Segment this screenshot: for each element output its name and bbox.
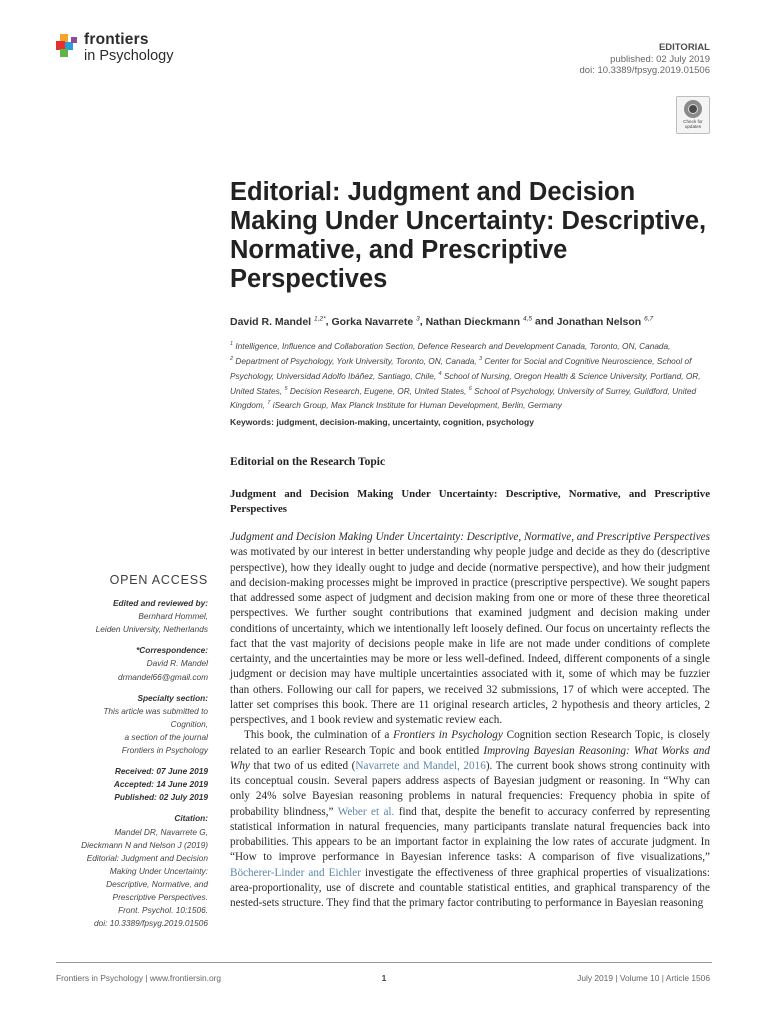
article-info-sidebar [60, 574, 208, 938]
author[interactable]: Nathan Dieckmann $^{4,5}$ [425, 315, 533, 328]
published-date-sidebar: Published: 02 July 2019 [114, 792, 208, 803]
text-run: ). The current book shows strong continuity with its conceptual cousin. Several papers address aspects of Bayesian judgment or reasoning. In “Why can only 24% solve Bayesian reasoning problems in natural frequencies: Frequency phobia in spite of probability blindness,” [230, 759, 711, 818]
citation-link[interactable]: Navarrete and Mandel, 2016 [355, 759, 486, 772]
citation-line: Prescriptive Perspectives. [112, 891, 208, 902]
italic-run: Improving Bayesian Reasoning: What Works and Why [230, 744, 710, 772]
text-run: was motivated by our interest in better understanding why people judge and decide as they do (descriptive perspective), how they ideally ought to judge and decide (normative perspective), and how their judgment and decision-making processes might be improved in practice (prescriptive perspective). We sought papers that addressed some aspect of judgment and decision making from one or more of these three theoretical perspectives. We further sought contributions that examined judgment and decision making under conditions of uncertainty, which we intentionally left loosely defined. Our focus on uncertainty reflects the fact that the vast majority of decisions people make in life are not made under conditions of complete certainty, and the uncertainties may be more or less well-defined. Indeed, different components of a single judgment or decision may have multiple uncertainties associated with it, some of which may be fuzzier than others. Following our call for papers, we received 32 submissions, 17 of which were accepted. The latter set comprises this book. There are 11 original research articles, 2 hypothesis and theory articles, 2 perspectives, and 1 book review and systematic review each. [230, 546, 710, 726]
affiliations: $^1$ Intelligence, Influence and Collaboration Section, Defence Research and Development Canada, Toronto, ON, Canada, $^2$ Department of Psychology, York University, Toronto, ON, Canada, $^3$ Center for Social and Cognitive Neuroscience, School of Psychology, Universidad Adolfo Ibáñez, Santiago, Chile, $^4$ School of Nursing, Oregon Health & Science University, Portland, OR, United States, $^5$ Decision Research, Eugene, OR, United States, $^6$ School of Psychology, University of Surrey, Guildford, United Kingdom, $^7$ iSearch Group, Max Planck Institute for Human Development, Berlin, Germany [230, 340, 701, 411]
editor-affiliation: Leiden University, Netherlands [95, 624, 208, 635]
author-list: David R. Mandel $^{1,2*}$, Gorka Navarrete $^3$, Nathan Dieckmann $^{4,5}$ and Jonathan Nelson $^{6,7}$ [230, 315, 654, 328]
specialty-line: This article was submitted to [103, 705, 208, 716]
published-date: published: 02 July 2019 [610, 53, 710, 65]
correspondence-label: *Correspondence: [136, 645, 208, 656]
frontiers-logo-icon [56, 34, 80, 58]
citation-line: Front. Psychol. 10:1506. [118, 905, 208, 916]
body-paragraph [230, 728, 710, 911]
citation-line: Mandel DR, Navarrete G, [114, 826, 208, 837]
text-run: This book, the culmination of a [244, 729, 394, 742]
citation-line: Editorial: Judgment and Decision [86, 852, 208, 863]
edited-by-label: Edited and reviewed by: [113, 598, 208, 609]
article-body [230, 530, 710, 911]
citation-label: Citation: [174, 813, 208, 824]
logo-line-frontiers: frontiers [84, 31, 149, 48]
italic-run: Frontiers in Psychology [393, 729, 503, 742]
received-date: Received: 07 June 2019 [114, 766, 208, 777]
text-run: find that, despite the benefit to accuracy conferred by representing statistical information in natural frequencies, many participants translate natural frequencies back into probabilities. This appears to be an important factor in explaining the low rates of accurate judgment. In “How to improve performance in Bayesian inference tasks: A comparison of five visualizations,” [230, 805, 711, 864]
author[interactable]: Jonathan Nelson $^{6,7}$ [556, 315, 654, 328]
check-for-updates-button[interactable] [676, 96, 710, 134]
keywords: Keywords: judgment, decision-making, uncertainty, cognition, psychology [230, 417, 534, 427]
author[interactable]: Gorka Navarrete $^3$ [331, 315, 420, 328]
accepted-date: Accepted: 14 June 2019 [113, 779, 208, 790]
editor-name: Bernhard Hommel, [138, 611, 208, 622]
citation-line: Dieckmann N and Nelson J (2019) [81, 839, 208, 850]
open-access-label: OPEN ACCESS [109, 573, 208, 587]
italic-run: Judgment and Decision Making Under Uncertainty: Descriptive, Normative, and Prescriptive Perspectives [230, 531, 710, 543]
research-topic-title[interactable]: Judgment and Decision Making Under Uncertainty: Descriptive, Normative, and Prescriptive Perspectives [230, 488, 710, 515]
journal-logo[interactable] [56, 32, 173, 63]
citation-line: Making Under Uncertainty: [109, 865, 208, 876]
author[interactable]: David R. Mandel $^{1,2*}$ [230, 315, 326, 328]
citation-line: Descriptive, Normative, and [106, 878, 208, 889]
correspondence-email[interactable]: drmandel66@gmail.com [117, 671, 208, 682]
specialty-line: Frontiers in Psychology [121, 745, 208, 756]
body-paragraph [230, 530, 710, 728]
specialty-line: a section of the journal [124, 731, 208, 742]
citation-doi[interactable]: doi: 10.3389/fpsyg.2019.01506 [94, 918, 208, 929]
article-doi[interactable]: doi: 10.3389/fpsyg.2019.01506 [579, 65, 710, 76]
correspondence-name: David R. Mandel [146, 658, 208, 669]
article-type: EDITORIAL [658, 42, 710, 53]
article-meta [580, 42, 710, 77]
footer-divider [56, 962, 712, 963]
check-updates-label: Check for updates [683, 119, 703, 129]
article-title: Editorial: Judgment and Decision Making Under Uncertainty: Descriptive, Normative, and Prescriptive Perspectives [230, 178, 707, 293]
text-run: that two of us edited ( [249, 759, 356, 772]
citation-link[interactable]: Böcherer-Linder and Eichler [230, 866, 361, 879]
specialty-line: Cognition, [170, 718, 208, 729]
citation-link[interactable]: Weber et al. [337, 805, 395, 818]
logo-line-journal: in Psychology [84, 47, 174, 64]
page-number: 1 [381, 973, 387, 983]
specialty-label: Specialty section: [137, 692, 208, 703]
research-topic-heading: Editorial on the Research Topic [230, 456, 386, 468]
footer-journal-link[interactable]: Frontiers in Psychology | www.frontiersin.org [56, 973, 222, 983]
footer-issue-info: July 2019 | Volume 10 | Article 1506 [577, 973, 710, 983]
text-run: Cognition section Research Topic, is closely related to an earlier Research Topic and book entitled [230, 729, 711, 757]
text-run: investigate the effectiveness of three graphical properties of visualizations: area-proportionality, use of discrete and countable statistical entities, and graphical transparency of the nested-sets structure. They find that the primary factor contributing to performance in Bayesian reasoning [230, 866, 710, 909]
